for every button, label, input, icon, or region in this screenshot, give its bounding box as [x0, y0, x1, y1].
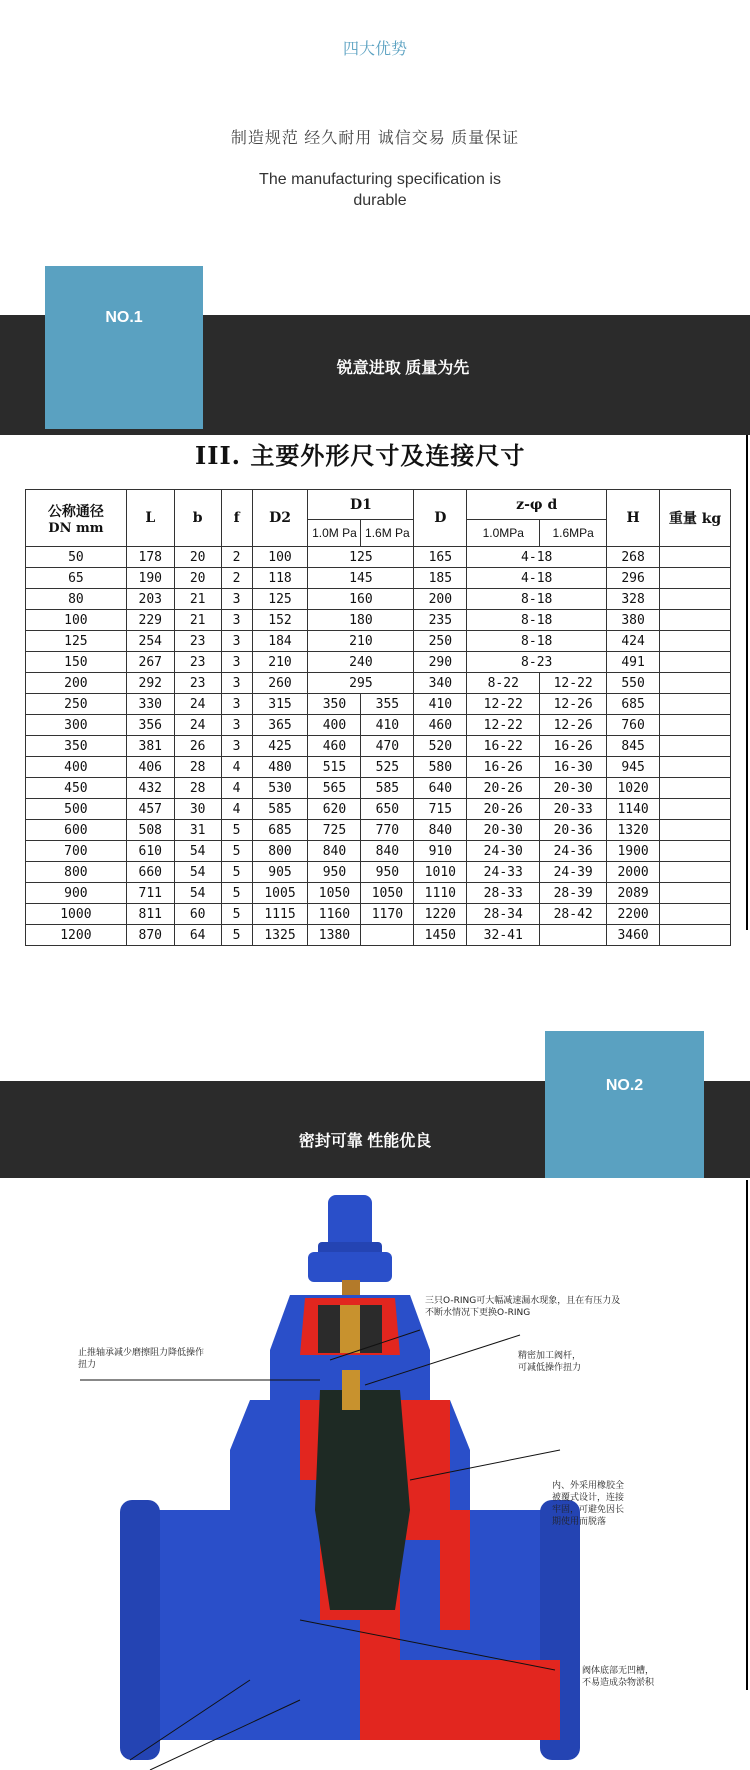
cell-L: 229: [126, 610, 174, 631]
cell-D: 1010: [414, 862, 467, 883]
col-d2-header: D2: [252, 490, 308, 547]
cell-weight: [660, 694, 731, 715]
cell-b: 23: [174, 673, 221, 694]
cell-z10: 24-30: [467, 841, 540, 862]
cell-f: 3: [221, 610, 252, 631]
cell-D1b: 410: [361, 715, 414, 736]
cell-D: 1110: [414, 883, 467, 904]
cell-D1b: 355: [361, 694, 414, 715]
cell-b: 54: [174, 862, 221, 883]
cell-D2: 315: [252, 694, 308, 715]
col-z-16-header: 1.6MPa: [540, 520, 607, 547]
label-oring: 三只O-RING可大幅减速漏水现象，且在有压力及不断水情况下更换O-RING: [425, 1296, 621, 1318]
cell-b: 60: [174, 904, 221, 925]
cell-D1: 240: [308, 652, 414, 673]
cell-D: 460: [414, 715, 467, 736]
cell-f: 3: [221, 673, 252, 694]
cell-L: 432: [126, 778, 174, 799]
cell-D1b: 950: [361, 862, 414, 883]
cell-weight: [660, 862, 731, 883]
section2-band-text: 密封可靠 性能优良: [298, 1133, 432, 1150]
cell-D1b: 470: [361, 736, 414, 757]
cell-H: 424: [607, 631, 660, 652]
cell-dn: 1000: [26, 904, 127, 925]
cell-b: 21: [174, 589, 221, 610]
cell-D1: 125: [308, 547, 414, 568]
cell-f: 4: [221, 778, 252, 799]
cell-D: 520: [414, 736, 467, 757]
cell-z16: 24-39: [540, 862, 607, 883]
cell-f: 3: [221, 631, 252, 652]
cell-D: 235: [414, 610, 467, 631]
cell-weight: [660, 841, 731, 862]
cell-z16: 24-36: [540, 841, 607, 862]
col-b-header: b: [174, 490, 221, 547]
cell-L: 203: [126, 589, 174, 610]
cell-H: 550: [607, 673, 660, 694]
cell-z10: 24-33: [467, 862, 540, 883]
col-z-10-header: 1.0MPa: [467, 520, 540, 547]
cell-z: 8-18: [467, 610, 607, 631]
cell-z16: 16-30: [540, 757, 607, 778]
section2-badge: NO.2: [545, 1031, 704, 1178]
table-row: [26, 862, 731, 883]
cell-L: 381: [126, 736, 174, 757]
cell-L: 356: [126, 715, 174, 736]
col-d1-16-header: 1.6M Pa: [361, 520, 414, 547]
cell-D: 640: [414, 778, 467, 799]
cell-z10: 12-22: [467, 715, 540, 736]
cell-f: 3: [221, 736, 252, 757]
cell-dn: 700: [26, 841, 127, 862]
cell-L: 457: [126, 799, 174, 820]
label-bearing: 止推轴承减少磨擦阻力降低操作扭力: [78, 1348, 205, 1370]
cell-L: 267: [126, 652, 174, 673]
table-row: [26, 652, 731, 673]
cell-z: 8-23: [467, 652, 607, 673]
cell-z10: 12-22: [467, 694, 540, 715]
cell-D: 250: [414, 631, 467, 652]
cell-z16: 20-33: [540, 799, 607, 820]
section1-band-text: 锐意进取 质量为先: [336, 360, 470, 377]
operating-nut: [328, 1195, 372, 1250]
cell-D2: 800: [252, 841, 308, 862]
dn-header-line2: DN mm: [48, 520, 104, 536]
cell-H: 1020: [607, 778, 660, 799]
cell-dn: 400: [26, 757, 127, 778]
cell-z10: 20-30: [467, 820, 540, 841]
cell-f: 3: [221, 652, 252, 673]
gate-disc: [315, 1390, 410, 1610]
table-row: [26, 799, 731, 820]
cell-dn: 250: [26, 694, 127, 715]
cell-z16: 16-26: [540, 736, 607, 757]
cell-weight: [660, 673, 731, 694]
cell-f: 2: [221, 547, 252, 568]
cell-weight: [660, 547, 731, 568]
cell-H: 760: [607, 715, 660, 736]
cell-D2: 1005: [252, 883, 308, 904]
cell-D1a: 350: [308, 694, 361, 715]
cell-D: 840: [414, 820, 467, 841]
cell-D2: 152: [252, 610, 308, 631]
section-title: 四大优势: [342, 41, 407, 58]
cell-D2: 184: [252, 631, 308, 652]
cell-D: 715: [414, 799, 467, 820]
cell-L: 508: [126, 820, 174, 841]
cell-D1: 160: [308, 589, 414, 610]
cell-D: 200: [414, 589, 467, 610]
left-flange: [120, 1500, 160, 1760]
cell-z16: 20-36: [540, 820, 607, 841]
table-row: [26, 631, 731, 652]
table-row: [26, 820, 731, 841]
cell-b: 28: [174, 778, 221, 799]
cell-b: 20: [174, 568, 221, 589]
cell-f: 4: [221, 799, 252, 820]
label-stem: 精密加工阀杆，可减低操作扭力: [518, 1351, 582, 1373]
cell-H: 1900: [607, 841, 660, 862]
cell-D1a: 460: [308, 736, 361, 757]
table-title: III. 主要外形尺寸及连接尺寸: [195, 441, 526, 470]
table-row: [26, 841, 731, 862]
cell-b: 28: [174, 757, 221, 778]
cell-b: 30: [174, 799, 221, 820]
cell-dn: 350: [26, 736, 127, 757]
cell-dn: 150: [26, 652, 127, 673]
cell-D1a: 1380: [308, 925, 361, 946]
cell-z10: 16-26: [467, 757, 540, 778]
cell-dn: 65: [26, 568, 127, 589]
cell-f: 3: [221, 589, 252, 610]
cell-H: 328: [607, 589, 660, 610]
cell-weight: [660, 568, 731, 589]
cell-weight: [660, 736, 731, 757]
cell-z16: 28-42: [540, 904, 607, 925]
table-row: [26, 925, 731, 946]
cell-weight: [660, 652, 731, 673]
cell-D1a: 1160: [308, 904, 361, 925]
cell-L: 610: [126, 841, 174, 862]
bonnet-top: [308, 1252, 392, 1282]
cell-L: 711: [126, 883, 174, 904]
cell-D1a: 620: [308, 799, 361, 820]
cell-z16: 12-22: [540, 673, 607, 694]
col-dn-header: [26, 490, 127, 547]
cell-D2: 100: [252, 547, 308, 568]
cell-z: 4-18: [467, 547, 607, 568]
table-row: [26, 736, 731, 757]
subtitle-cn: 制造规范 经久耐用 诚信交易 质量保证: [230, 130, 520, 147]
cell-b: 54: [174, 841, 221, 862]
section1-badge: NO.1: [45, 266, 203, 429]
cell-D2: 480: [252, 757, 308, 778]
cell-D2: 118: [252, 568, 308, 589]
cell-L: 660: [126, 862, 174, 883]
cell-H: 945: [607, 757, 660, 778]
cell-D2: 125: [252, 589, 308, 610]
cell-z16: 12-26: [540, 694, 607, 715]
table-row: [26, 757, 731, 778]
cell-D: 1220: [414, 904, 467, 925]
cell-D1b: 525: [361, 757, 414, 778]
cell-H: 845: [607, 736, 660, 757]
cell-z16: [540, 925, 607, 946]
cell-z10: 20-26: [467, 799, 540, 820]
cell-D: 165: [414, 547, 467, 568]
cell-D: 185: [414, 568, 467, 589]
cell-D1b: 585: [361, 778, 414, 799]
cell-z16: 28-39: [540, 883, 607, 904]
cell-weight: [660, 925, 731, 946]
cell-f: 5: [221, 904, 252, 925]
cell-D2: 530: [252, 778, 308, 799]
cell-b: 24: [174, 715, 221, 736]
cell-D: 910: [414, 841, 467, 862]
col-weight-header: 重量 kg: [660, 490, 731, 547]
cell-weight: [660, 610, 731, 631]
cell-z: 8-18: [467, 631, 607, 652]
cell-L: 870: [126, 925, 174, 946]
col-z-header: z-φ d: [467, 490, 607, 520]
cell-f: 3: [221, 694, 252, 715]
cell-b: 23: [174, 652, 221, 673]
col-f-header: f: [221, 490, 252, 547]
table-row: [26, 547, 731, 568]
table-row: [26, 715, 731, 736]
cell-L: 406: [126, 757, 174, 778]
cell-weight: [660, 715, 731, 736]
cell-weight: [660, 883, 731, 904]
cell-D1: 295: [308, 673, 414, 694]
cell-dn: 600: [26, 820, 127, 841]
cell-dn: 900: [26, 883, 127, 904]
cell-f: 5: [221, 883, 252, 904]
cell-D1b: [361, 925, 414, 946]
cell-D: 340: [414, 673, 467, 694]
cell-f: 5: [221, 925, 252, 946]
cell-H: 491: [607, 652, 660, 673]
spec-table: [25, 489, 731, 946]
cell-z16: 20-30: [540, 778, 607, 799]
cell-D1a: 840: [308, 841, 361, 862]
table-row: [26, 610, 731, 631]
cell-D1b: 650: [361, 799, 414, 820]
table-row: [26, 673, 731, 694]
cell-H: 2200: [607, 904, 660, 925]
cell-weight: [660, 799, 731, 820]
cell-dn: 100: [26, 610, 127, 631]
cell-f: 5: [221, 841, 252, 862]
cell-D2: 1115: [252, 904, 308, 925]
cell-f: 3: [221, 715, 252, 736]
cell-b: 31: [174, 820, 221, 841]
cell-D1a: 725: [308, 820, 361, 841]
cell-f: 4: [221, 757, 252, 778]
cell-D2: 210: [252, 652, 308, 673]
cell-D1: 180: [308, 610, 414, 631]
cell-D1b: 770: [361, 820, 414, 841]
cell-D1b: 1170: [361, 904, 414, 925]
cell-b: 23: [174, 631, 221, 652]
cell-b: 21: [174, 610, 221, 631]
cell-weight: [660, 820, 731, 841]
cell-L: 330: [126, 694, 174, 715]
cell-f: 2: [221, 568, 252, 589]
cell-D: 1450: [414, 925, 467, 946]
dn-header-line1: 公称通径: [47, 503, 104, 520]
col-d-header: D: [414, 490, 467, 547]
cell-z10: 28-34: [467, 904, 540, 925]
table-row: [26, 883, 731, 904]
col-l-header: L: [126, 490, 174, 547]
cell-H: 2089: [607, 883, 660, 904]
cell-b: 54: [174, 883, 221, 904]
cell-D2: 260: [252, 673, 308, 694]
cell-D: 580: [414, 757, 467, 778]
cell-D: 410: [414, 694, 467, 715]
cell-H: 3460: [607, 925, 660, 946]
cell-D1: 210: [308, 631, 414, 652]
cell-D1a: 950: [308, 862, 361, 883]
cell-z10: 16-22: [467, 736, 540, 757]
label-rubber: 内、外采用橡胶全被覆式设计，连接牢固，可避免因长期使用而脱落: [552, 1481, 625, 1527]
table-row: [26, 568, 731, 589]
cell-D1: 145: [308, 568, 414, 589]
cell-H: 1140: [607, 799, 660, 820]
table-row: [26, 694, 731, 715]
cell-L: 190: [126, 568, 174, 589]
cell-f: 5: [221, 820, 252, 841]
cell-z: 4-18: [467, 568, 607, 589]
cell-weight: [660, 757, 731, 778]
cell-b: 24: [174, 694, 221, 715]
cell-H: 268: [607, 547, 660, 568]
cell-H: 296: [607, 568, 660, 589]
cell-b: 64: [174, 925, 221, 946]
cell-dn: 800: [26, 862, 127, 883]
cell-D1b: 840: [361, 841, 414, 862]
cell-L: 254: [126, 631, 174, 652]
cell-dn: 450: [26, 778, 127, 799]
cell-D1b: 1050: [361, 883, 414, 904]
cell-D: 290: [414, 652, 467, 673]
cell-weight: [660, 589, 731, 610]
cell-L: 178: [126, 547, 174, 568]
cell-z10: 8-22: [467, 673, 540, 694]
cell-dn: 1200: [26, 925, 127, 946]
cell-f: 5: [221, 862, 252, 883]
cell-L: 292: [126, 673, 174, 694]
cell-dn: 500: [26, 799, 127, 820]
cell-z10: 20-26: [467, 778, 540, 799]
cell-H: 1320: [607, 820, 660, 841]
col-h-header: H: [607, 490, 660, 547]
cell-D2: 425: [252, 736, 308, 757]
cell-dn: 300: [26, 715, 127, 736]
cell-D1a: 400: [308, 715, 361, 736]
cell-D1a: 565: [308, 778, 361, 799]
cell-D2: 585: [252, 799, 308, 820]
cell-dn: 50: [26, 547, 127, 568]
cell-D1a: 515: [308, 757, 361, 778]
cell-D1a: 1050: [308, 883, 361, 904]
cell-b: 20: [174, 547, 221, 568]
cell-D2: 1325: [252, 925, 308, 946]
cell-dn: 200: [26, 673, 127, 694]
subtitle-en: The manufacturing specification is durable: [259, 171, 501, 209]
cell-H: 380: [607, 610, 660, 631]
cell-D2: 905: [252, 862, 308, 883]
cell-dn: 125: [26, 631, 127, 652]
cell-dn: 80: [26, 589, 127, 610]
cell-weight: [660, 778, 731, 799]
cell-D2: 685: [252, 820, 308, 841]
table-row: [26, 778, 731, 799]
cell-weight: [660, 904, 731, 925]
cell-z10: 32-41: [467, 925, 540, 946]
cell-b: 26: [174, 736, 221, 757]
cell-z16: 12-26: [540, 715, 607, 736]
label-bottom: 阀体底部无凹槽，不易造成杂物淤积: [582, 1666, 655, 1688]
table-row: [26, 589, 731, 610]
cell-z: 8-18: [467, 589, 607, 610]
cell-H: 685: [607, 694, 660, 715]
cell-H: 2000: [607, 862, 660, 883]
cell-z10: 28-33: [467, 883, 540, 904]
table-row: [26, 904, 731, 925]
cell-weight: [660, 631, 731, 652]
cell-L: 811: [126, 904, 174, 925]
col-d1-header: D1: [308, 490, 414, 520]
cell-D2: 365: [252, 715, 308, 736]
scan-edge: [746, 435, 748, 930]
col-d1-10-header: 1.0M Pa: [308, 520, 361, 547]
